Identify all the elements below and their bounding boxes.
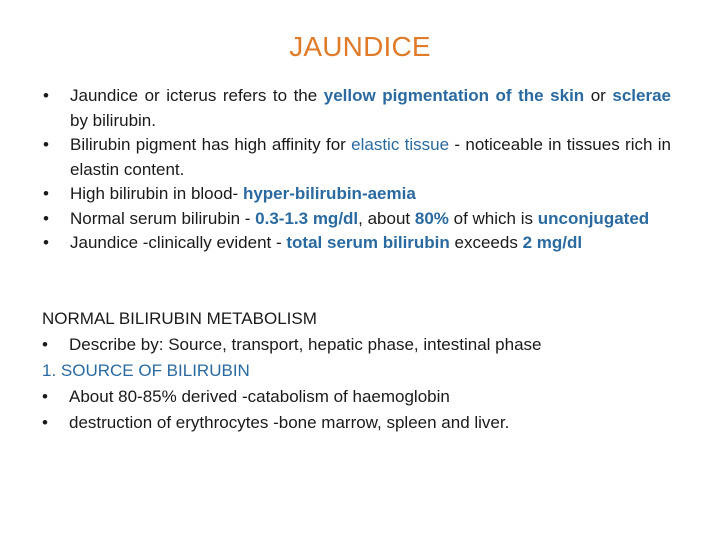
source-item-text: destruction of erythrocytes -bone marrow, spleen and liver.: [69, 413, 510, 432]
highlight-segment: sclerae: [612, 86, 672, 105]
bullet-item: [0, 133, 720, 182]
jaundice-bullet-list: [0, 84, 720, 256]
highlight-segment: 80%: [414, 208, 449, 228]
describe-line: [42, 332, 682, 358]
bullet-item: [0, 207, 720, 232]
slide-title: JAUNDICE: [289, 31, 431, 62]
bullet-text: [70, 233, 582, 252]
text-segment: or: [584, 86, 613, 105]
bullet-dot: •: [43, 86, 49, 105]
highlight-segment: 2 mg/dl: [522, 233, 583, 252]
text-segment: Jaundice or icterus refers to the: [70, 86, 324, 105]
text-segment: - noticeable in tissues rich in elastin content.: [70, 135, 671, 179]
text-segment: exceeds: [449, 233, 523, 252]
bullet-item: [0, 231, 720, 256]
bullet-dot: •: [42, 413, 48, 432]
describe-text: Describe by: Source, transport, hepatic phase, intestinal phase: [69, 335, 542, 354]
bullet-dot: •: [43, 233, 49, 252]
text-segment: High bilirubin in blood-: [70, 184, 243, 203]
section-subheading: 1. SOURCE OF BILIRUBIN: [42, 361, 250, 380]
source-item: [42, 410, 682, 436]
bullet-dot: •: [42, 387, 48, 406]
bullet-text: [70, 184, 416, 203]
text-segment: Jaundice -clinically evident -: [70, 233, 287, 252]
text-segment: , about: [358, 208, 415, 228]
source-item: [42, 384, 682, 410]
bullet-item: [0, 182, 720, 207]
bullet-text: [70, 209, 649, 228]
bullet-text: [70, 135, 671, 179]
highlight-segment: elastic tissue: [351, 135, 450, 154]
highlight-segment: hyper-bilirubin-aemia: [242, 184, 416, 203]
bullet-text: [70, 86, 671, 130]
text-segment: Normal serum bilirubin -: [70, 208, 256, 228]
text-segment: Bilirubin pigment has high affinity for: [70, 135, 352, 154]
bullet-dot: •: [43, 184, 49, 203]
highlight-segment: unconjugated: [537, 208, 650, 228]
text-segment: by bilirubin.: [70, 110, 156, 130]
bullet-dot: •: [43, 208, 49, 228]
highlight-segment: total serum bilirubin: [286, 233, 450, 252]
bullet-dot: •: [43, 135, 49, 154]
highlight-segment: 0.3-1.3 mg/dl: [255, 208, 359, 228]
source-item-text: About 80-85% derived -catabolism of haemoglobin: [69, 387, 450, 406]
bullet-item: [0, 84, 720, 133]
text-segment: of which is: [448, 208, 538, 228]
section-heading: NORMAL BILIRUBIN METABOLISM: [42, 309, 317, 328]
highlight-segment: yellow pigmentation of the skin: [323, 86, 585, 105]
bullet-dot: •: [42, 335, 48, 354]
